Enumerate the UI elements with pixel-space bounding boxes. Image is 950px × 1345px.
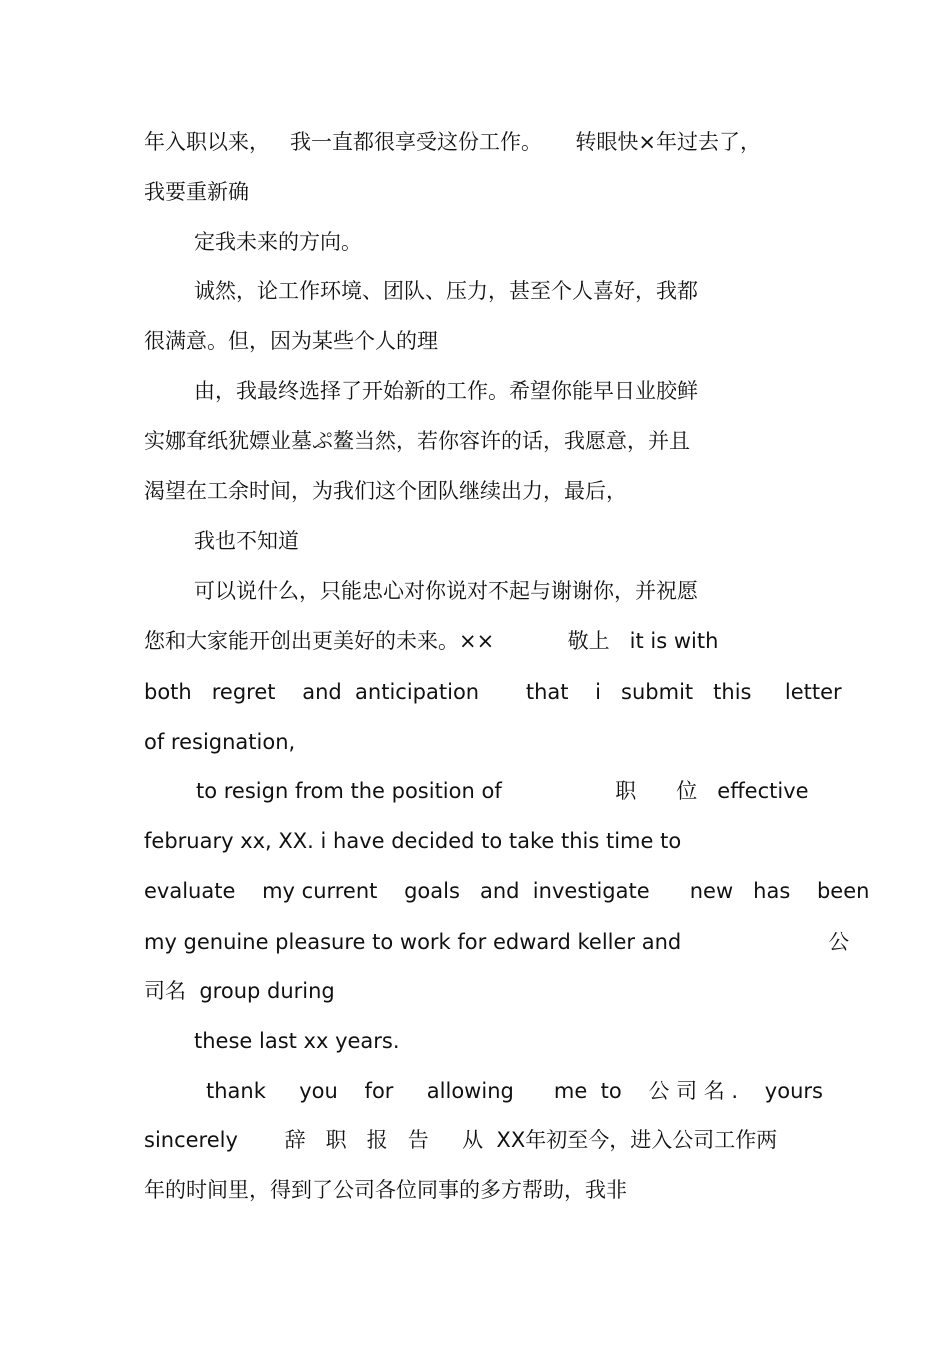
text-line: to resign from the position of 职 位 effective (196, 779, 809, 803)
text-line: 我也不知道 (194, 529, 299, 553)
text-line: 年的时间里，得到了公司各位同事的多方帮助，我非 (144, 1178, 627, 1202)
text-line: my genuine pleasure to work for edward keller and 公 (144, 930, 850, 954)
text-line: 渴望在工余时间，为我们这个团队继续出力，最后， (144, 479, 627, 503)
text-line: february xx, XX. i have decided to take this time to (144, 829, 682, 853)
text-line: 司名 group during (144, 979, 335, 1003)
text-line: sincerely 辞 职 报 告 从 XX年初至今，进入公司工作两 (144, 1128, 778, 1152)
text-line: evaluate my current goals and investigate new has been (144, 879, 870, 903)
text-line: 年入职以来， 我一直都很享受这份工作。 转眼快×年过去了， (144, 130, 761, 154)
text-line: of resignation, (144, 730, 296, 754)
text-line: 由，我最终选择了开始新的工作。希望你能早日业胶鲜 (194, 379, 698, 403)
text-line: 可以说什么，只能忠心对你说对不起与谢谢你，并祝愿 (194, 579, 698, 603)
text-line: both regret and anticipation that i submit this letter (144, 680, 842, 704)
text-line: 定我未来的方向。 (194, 230, 362, 254)
text-line: these last xx years. (194, 1029, 400, 1053)
text-line: 我要重新确 (144, 180, 249, 204)
text-line: 实娜耷纸犹嫖业墓ぷ鳌当然，若你容许的话，我愿意，并且 (144, 429, 690, 453)
text-line: 很满意。但，因为某些个人的理 (144, 329, 438, 353)
text-line: thank you for allowing me to 公 司 名 . yours (206, 1079, 823, 1103)
text-line: 诚然，论工作环境、团队、压力，甚至个人喜好，我都 (194, 279, 698, 303)
text-line: 您和大家能开创出更美好的未来。×× 敬上 it is with (144, 629, 719, 653)
